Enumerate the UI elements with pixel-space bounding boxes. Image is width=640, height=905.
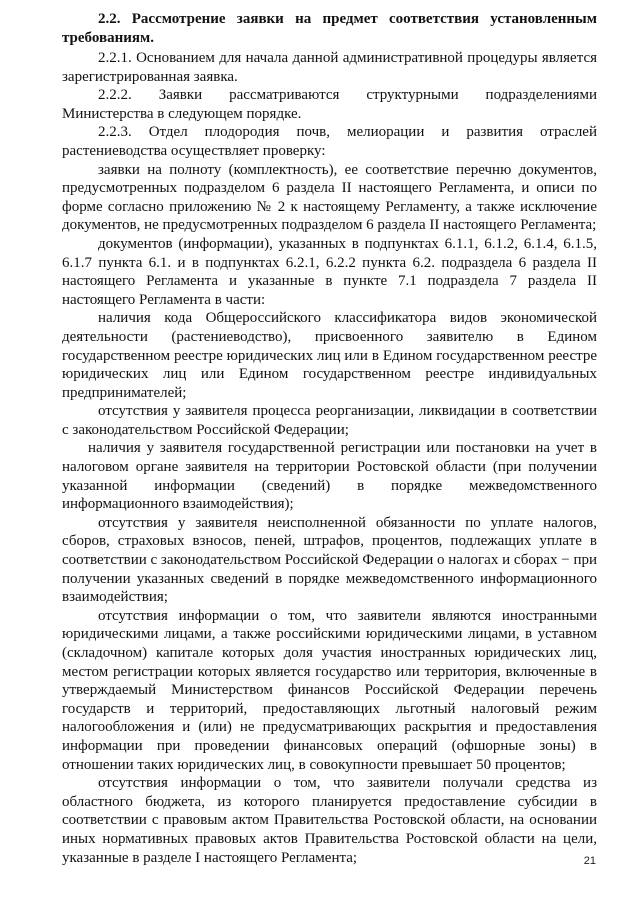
section-heading: 2.2. Рассмотрение заявки на предмет соответствия установленным требованиям.: [62, 11, 597, 46]
paragraph-2-2-2: 2.2.2. Заявки рассматриваются структурными подразделениями Министерства в следующем порядке.: [62, 87, 597, 122]
paragraph-okved-code: наличия кода Общероссийского классификатора видов экономической деятельности (растениеводство), присвоенного заявителю в Едином государственном реестре юридических лиц или в Едином государственном реестре юридических лиц или Едином государственном реестре индивидуальных предпринимателей;: [62, 310, 597, 401]
paragraph-2-2-1: 2.2.1. Основанием для начала данной административной процедуры является зарегистрированная заявка.: [62, 50, 597, 85]
paragraph-foreign-entities: отсутствия информации о том, что заявители являются иностранными юридическими лицами, а также российскими юридическими лицами, в уставном (складочном) капитале которых доля участия иностранных юридических лиц, местом регистрации которых является государство или территория, включенные в утверждаемый Министерством финансов Российской Федерации перечень государств и территорий, предоставляющих льготный налоговый режим налогообложения и (или) не предусматривающих раскрытия и предоставления информации при проведении финансовых операций (офшорные зоны) в отношении таких юридических лиц, в совокупности превышает 50 процентов;: [62, 607, 597, 773]
page-number: 21: [583, 855, 596, 867]
paragraph-completeness-check: заявки на полноту (комплектность), ее соответствие перечню документов, предусмотренных подразделом 6 раздела II настоящего Регламента, и описи по форме согласно приложению № 2 к настоящему Регламенту, а также исключение документов, не предусмотренных подразделом 6 раздела II настоящего Регламента;: [62, 161, 597, 234]
paragraph-tax-registration: наличия у заявителя государственной регистрации или постановки на учет в налоговом органе заявителя на территории Ростовской области (при получении указанной информации (сведений) в порядке межведомственного информационного взаимодействия);: [62, 440, 597, 513]
document-page: [62, 10, 597, 867]
paragraph-2-2-3: 2.2.3. Отдел плодородия почв, мелиорации и развития отраслей растениеводства осуществляет проверку:: [62, 124, 597, 159]
paragraph-tax-obligations: отсутствия у заявителя неисполненной обязанности по уплате налогов, сборов, страховых взносов, пеней, штрафов, процентов, подлежащих уплате в соответствии с законодательством Российской Федерации о налогах и сборах − при получении указанных сведений в порядке межведомственного информационного взаимодействия;: [62, 514, 598, 606]
paragraph-regional-budget: отсутствия информации о том, что заявители получали средства из областного бюджета, из которого планируется предоставление субсидии в соответствии с правовым актом Правительства Ростовской области, на основании иных нормативных правовых актов Правительства Ростовской области на цели, указанные в разделе I настоящего Регламента;: [62, 775, 597, 866]
paragraph-reorganization: отсутствия у заявителя процесса реорганизации, ликвидации в соответствии с законодательством Российской Федерации;: [62, 403, 597, 438]
paragraph-documents-check: документов (информации), указанных в подпунктах 6.1.1, 6.1.2, 6.1.4, 6.1.5, 6.1.7 пункта 6.1. и в подпунктах 6.2.1, 6.2.2 пункта 6.2. подраздела 6 раздела II настоящего Регламента и указанные в пункте 7.1 подраздела 7 раздела II настоящего Регламента в части:: [62, 235, 597, 308]
